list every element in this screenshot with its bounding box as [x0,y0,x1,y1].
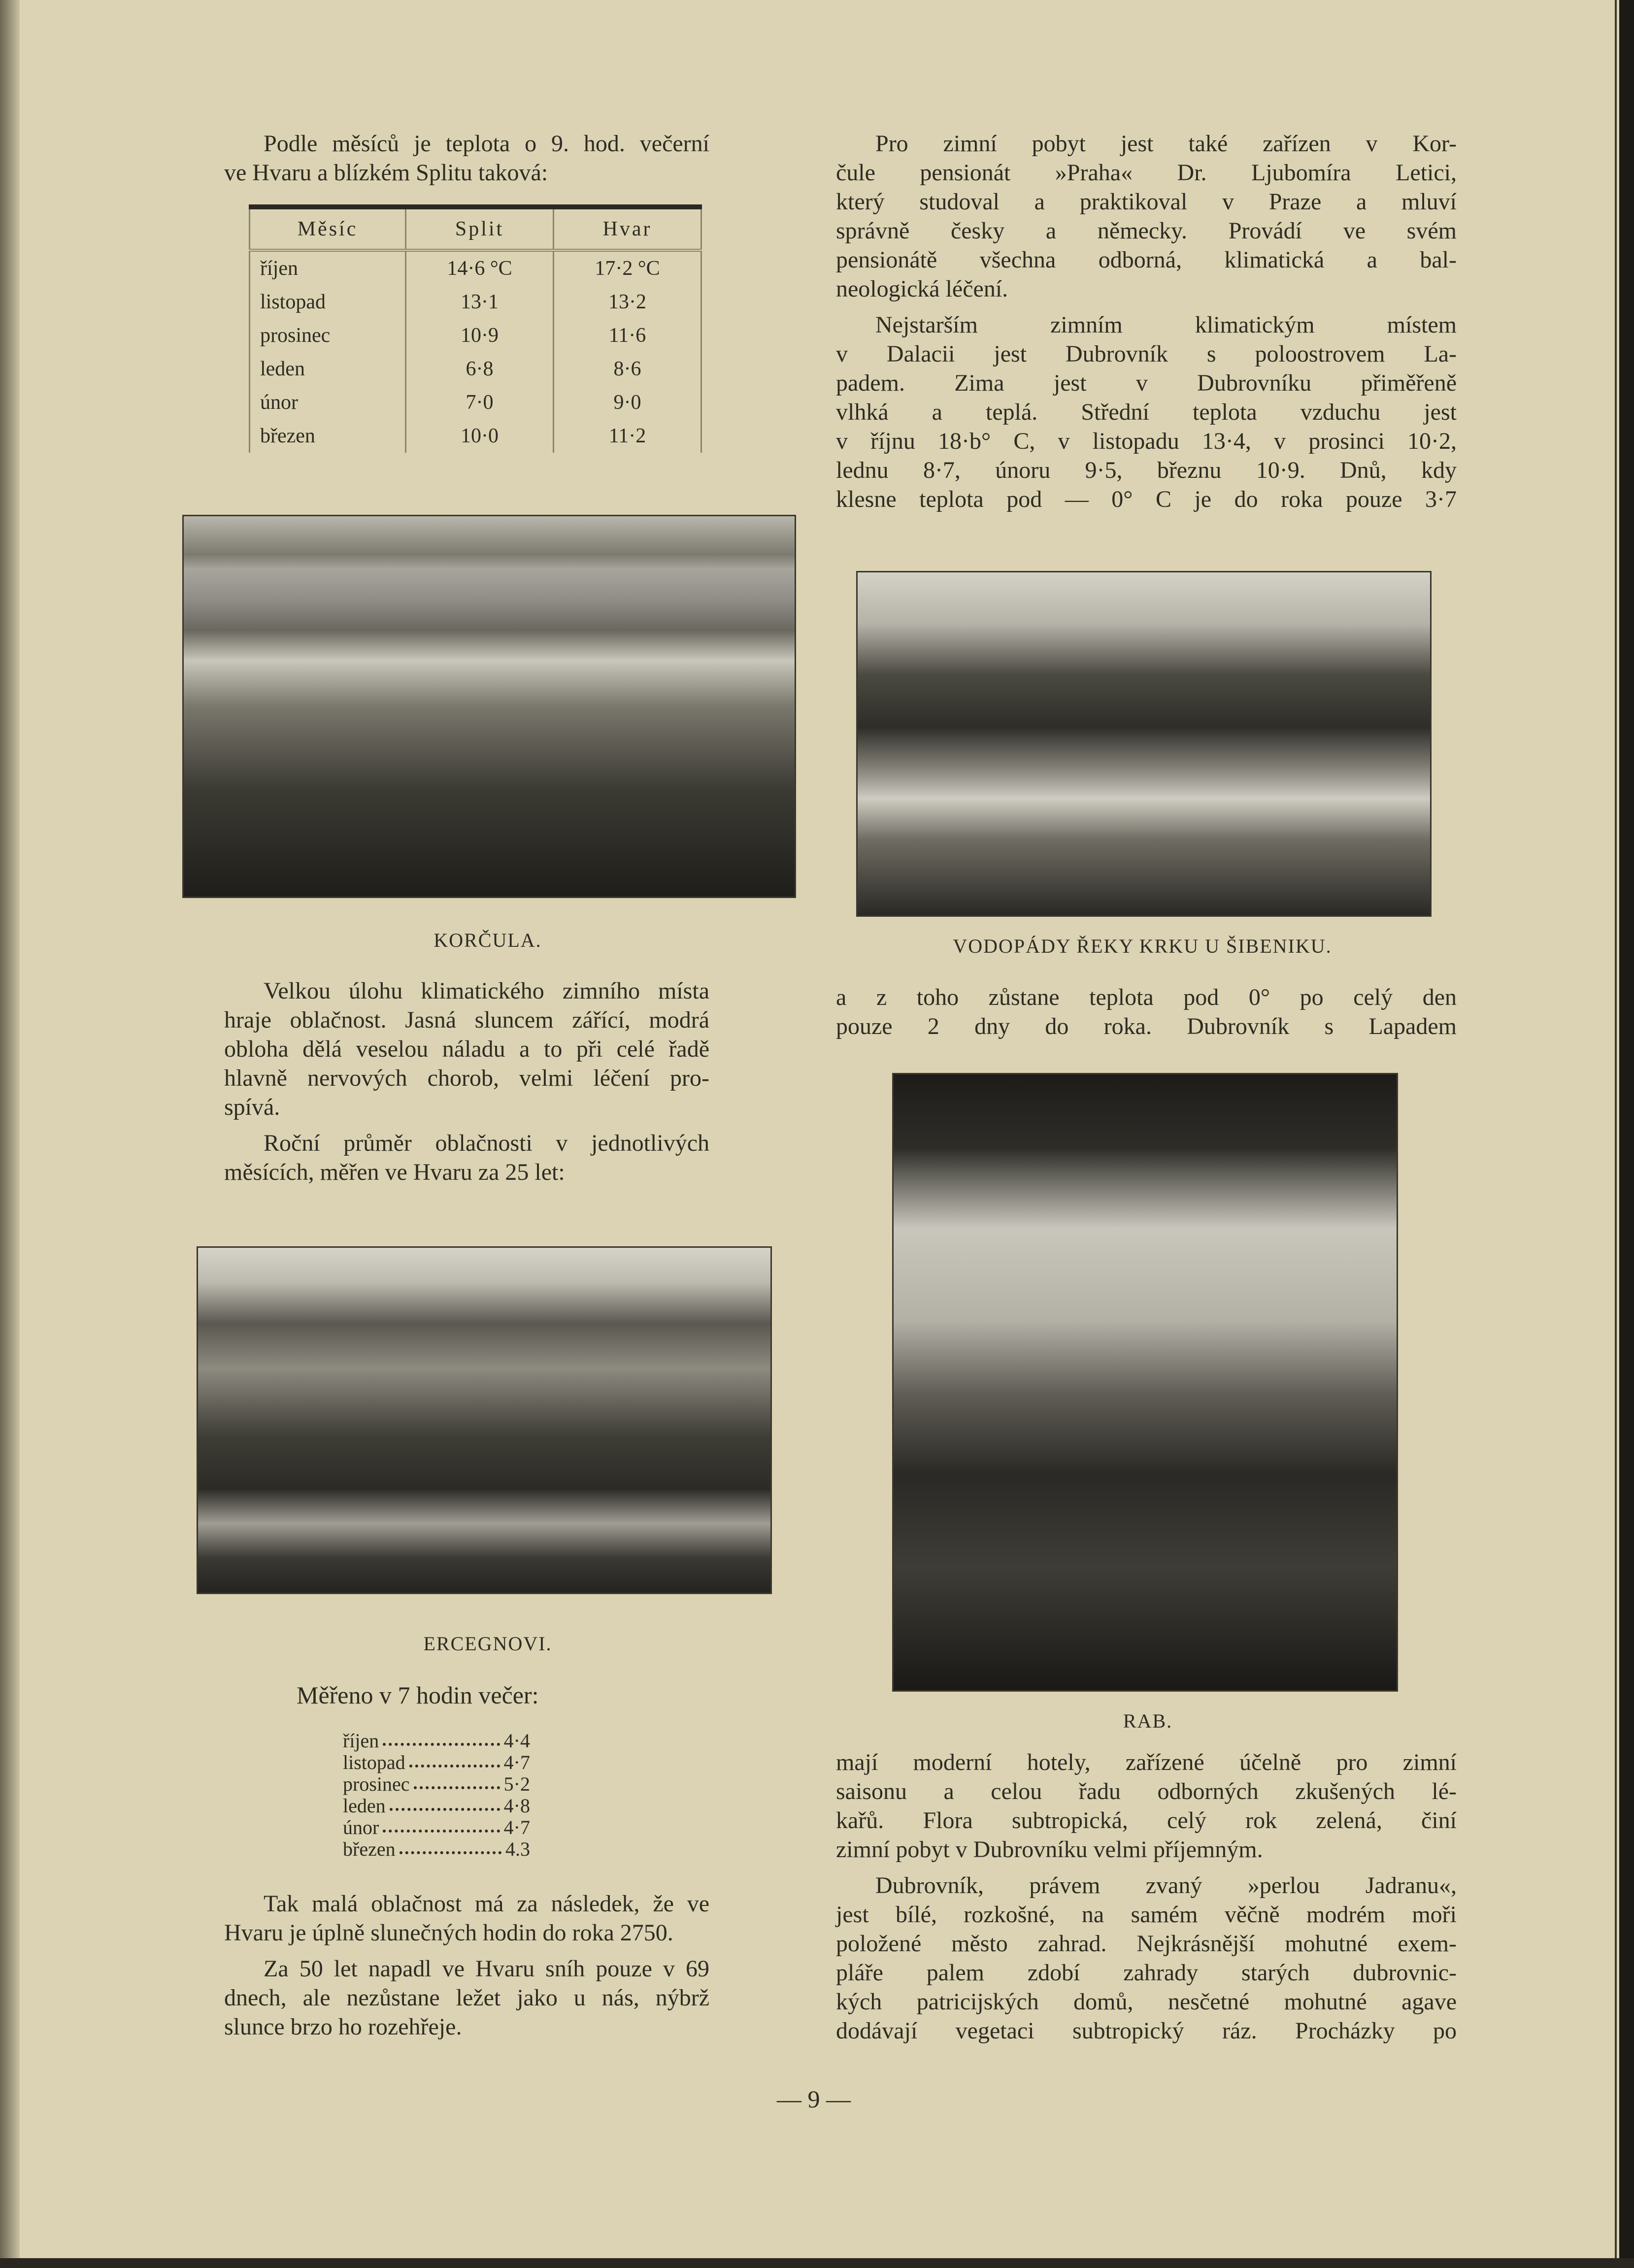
dot-leader [383,1817,500,1833]
caption-korcula: KORČULA. [434,929,542,951]
cell-hvar: 11·6 [554,319,701,352]
cell-split: 14·6 °C [406,250,554,285]
cloudiness-month: listopad [343,1751,405,1773]
text-line: Velkou úlohu klimatického zimního místa [264,978,709,1004]
measured-label: Měřeno v 7 hodin večer: [297,1681,539,1709]
cell-hvar: 9·0 [554,386,701,419]
text-line: Hvaru je úplně slunečných hodin do roka 2750. [224,1920,673,1946]
paragraph-lines [224,1129,709,1187]
dot-leader [409,1752,500,1768]
page-binding-edge [0,0,20,2268]
photo-rab [892,1073,1398,1692]
table-header-row [250,207,701,250]
photo-krka-waterfalls [856,571,1432,917]
table-row [250,250,701,285]
paragraph-lines [224,1954,709,2041]
text-line: lednu 8·7, únoru 9·5, březnu 10·9. Dnů, kdy [836,457,1457,483]
page-scan-edge-right [1619,0,1634,2268]
text-line: obloha dělá veselou náladu a to při celé řadě [224,1036,709,1062]
column-header-month: Měsíc [250,207,406,250]
cell-split: 10·0 [406,419,554,453]
cloudiness-value: 4.3 [505,1838,530,1860]
paragraph-lines [224,129,709,187]
text-line: slunce brzo ho rozehřeje. [224,2014,462,2040]
paragraph-dubrovnik-hotels [836,1748,1457,2045]
cell-month: listopad [250,285,406,319]
cloudiness-value: 4·4 [503,1730,530,1752]
cloudiness-value: 4·7 [503,1751,530,1773]
text-line: kařů. Flora subtropická, celý rok zelená, činí [836,1807,1457,1834]
cloudiness-row [343,1730,530,1752]
paragraph-sunshine [224,1889,709,2041]
temperature-table [249,204,702,453]
text-line: čule pensionát »Praha« Dr. Ljubomíra Letici, [836,160,1457,186]
paragraph-cloudiness [224,976,709,1187]
text-line: Pro zimní pobyt jest také zařízen v Kor- [875,131,1457,157]
photo-korcula [182,515,796,898]
paragraph-lines [836,1748,1457,1864]
dot-leader [414,1773,500,1789]
text-line: pláře palem zdobí zahrady starých dubrovnic- [836,1960,1457,1986]
text-line: Dubrovník, právem zvaný »perlou Jadranu«, [875,1872,1457,1899]
text-line: a z toho zůstane teplota pod 0° po celý den [836,984,1457,1010]
paragraph-lines [224,1889,709,1947]
cell-split: 6·8 [406,352,554,386]
cloudiness-row [343,1773,530,1795]
cloudiness-month: únor [343,1816,379,1838]
paragraph-dubrovnik-continued [836,983,1457,1041]
text-line: pensionátě všechna odborná, klimatická a bal- [836,247,1457,273]
paragraph-korcula-pension [836,129,1457,514]
text-line: mají moderní hotely, zařízené účelně pro zimní [836,1749,1457,1775]
cloudiness-row [343,1838,530,1860]
text-line: kých patricijských domů, nesčetné mohutné agave [836,1989,1457,2015]
cell-month: únor [250,386,406,419]
cell-split: 10·9 [406,319,554,352]
cell-hvar: 17·2 °C [554,250,701,285]
text-line: Nejstarším zimním klimatickým místem [875,312,1457,338]
page-border-line [1615,0,1617,2268]
text-line: v říjnu 18·b° C, v listopadu 13·4, v prosinci 10·2, [836,428,1457,454]
caption-krka-waterfalls: VODOPÁDY ŘEKY KRKU U ŠIBENIKU. [953,935,1332,957]
photo-ercegnovi [197,1246,772,1594]
text-line: měsících, měřen ve Hvaru za 25 let: [224,1159,565,1185]
paragraph-lines [224,976,709,1122]
text-line: jest bílé, rozkošné, na samém věčně modrém moři [836,1901,1457,1928]
caption-ercegnovi: ERCEGNOVI. [423,1633,552,1655]
table-row [250,319,701,352]
text-line: padem. Zima jest v Dubrovníku přiměřeně [836,370,1457,396]
cell-month: říjen [250,250,406,285]
text-line: hlavně nervových chorob, velmi léčení pro- [224,1065,709,1091]
page-scan-edge-bottom [0,2258,1634,2268]
text-line: klesne teplota pod — 0° C je do roka pouze 3·7 [836,486,1457,512]
cloudiness-row [343,1795,530,1817]
cloudiness-list [343,1730,530,1860]
text-line: neologická léčení. [836,276,1008,302]
text-line: dodávají vegetaci subtropický ráz. Procházky po [836,2018,1457,2044]
text-line: dnech, ale nezůstane ležet jako u nás, nýbrž [224,1985,709,2011]
cloudiness-month: leden [343,1795,386,1817]
column-header-hvar: Hvar [554,207,701,250]
text-line: saisonu a celou řadu odborných zkušených lé- [836,1778,1457,1804]
cell-hvar: 11·2 [554,419,701,453]
table-row [250,285,701,319]
text-line: Podle měsíců je teplota o 9. hod. večerní [264,131,709,157]
text-line: v Dalacii jest Dubrovník s poloostrovem La- [836,341,1457,367]
text-line: Za 50 let napadl ve Hvaru sníh pouze v 69 [264,1956,709,1982]
dot-leader [390,1795,500,1811]
text-line: pouze 2 dny do roka. Dubrovník s Lapadem [836,1013,1457,1039]
cell-split: 7·0 [406,386,554,419]
cloudiness-month: říjen [343,1730,379,1752]
paragraph-lines [836,1871,1457,2045]
cloudiness-month: březen [343,1838,396,1860]
page-number: — 9 — [777,2085,851,2113]
text-line: vlhká a teplá. Střední teplota vzduchu jest [836,399,1457,425]
cloudiness-value: 4·8 [503,1795,530,1817]
cell-month: březen [250,419,406,453]
text-line: zimní pobyt v Dubrovníku velmi příjemným. [836,1836,1263,1863]
cloudiness-value: 4·7 [503,1816,530,1838]
table-row [250,419,701,453]
cell-month: leden [250,352,406,386]
table-row [250,386,701,419]
text-line: spívá. [224,1094,280,1120]
table-row [250,352,701,386]
text-line: ve Hvaru a blízkém Splitu taková: [224,160,548,186]
cloudiness-month: prosinec [343,1773,410,1795]
paragraph-lines [836,310,1457,514]
caption-rab: RAB. [1123,1710,1173,1732]
text-line: Roční průměr oblačnosti v jednotlivých [264,1130,709,1156]
dot-leader [400,1838,501,1854]
cell-month: prosinec [250,319,406,352]
cell-split: 13·1 [406,285,554,319]
cloudiness-row [343,1752,530,1773]
text-line: hraje oblačnost. Jasná sluncem zářící, modrá [224,1007,709,1033]
cell-hvar: 8·6 [554,352,701,386]
dot-leader [383,1730,500,1746]
column-header-split: Split [406,207,554,250]
paragraph-lines [836,129,1457,303]
paragraph-temperature-intro [224,129,709,187]
text-line: položené město zahrad. Nejkrásnější mohutné exem- [836,1931,1457,1957]
cloudiness-value: 5·2 [503,1773,530,1795]
cloudiness-row [343,1817,530,1838]
text-line: Tak malá oblačnost má za následek, že ve [264,1891,709,1917]
cell-hvar: 13·2 [554,285,701,319]
text-line: který studoval a praktikoval v Praze a mluví [836,189,1457,215]
text-line: správně česky a německy. Provádí ve svém [836,218,1457,244]
paragraph-lines [836,983,1457,1041]
